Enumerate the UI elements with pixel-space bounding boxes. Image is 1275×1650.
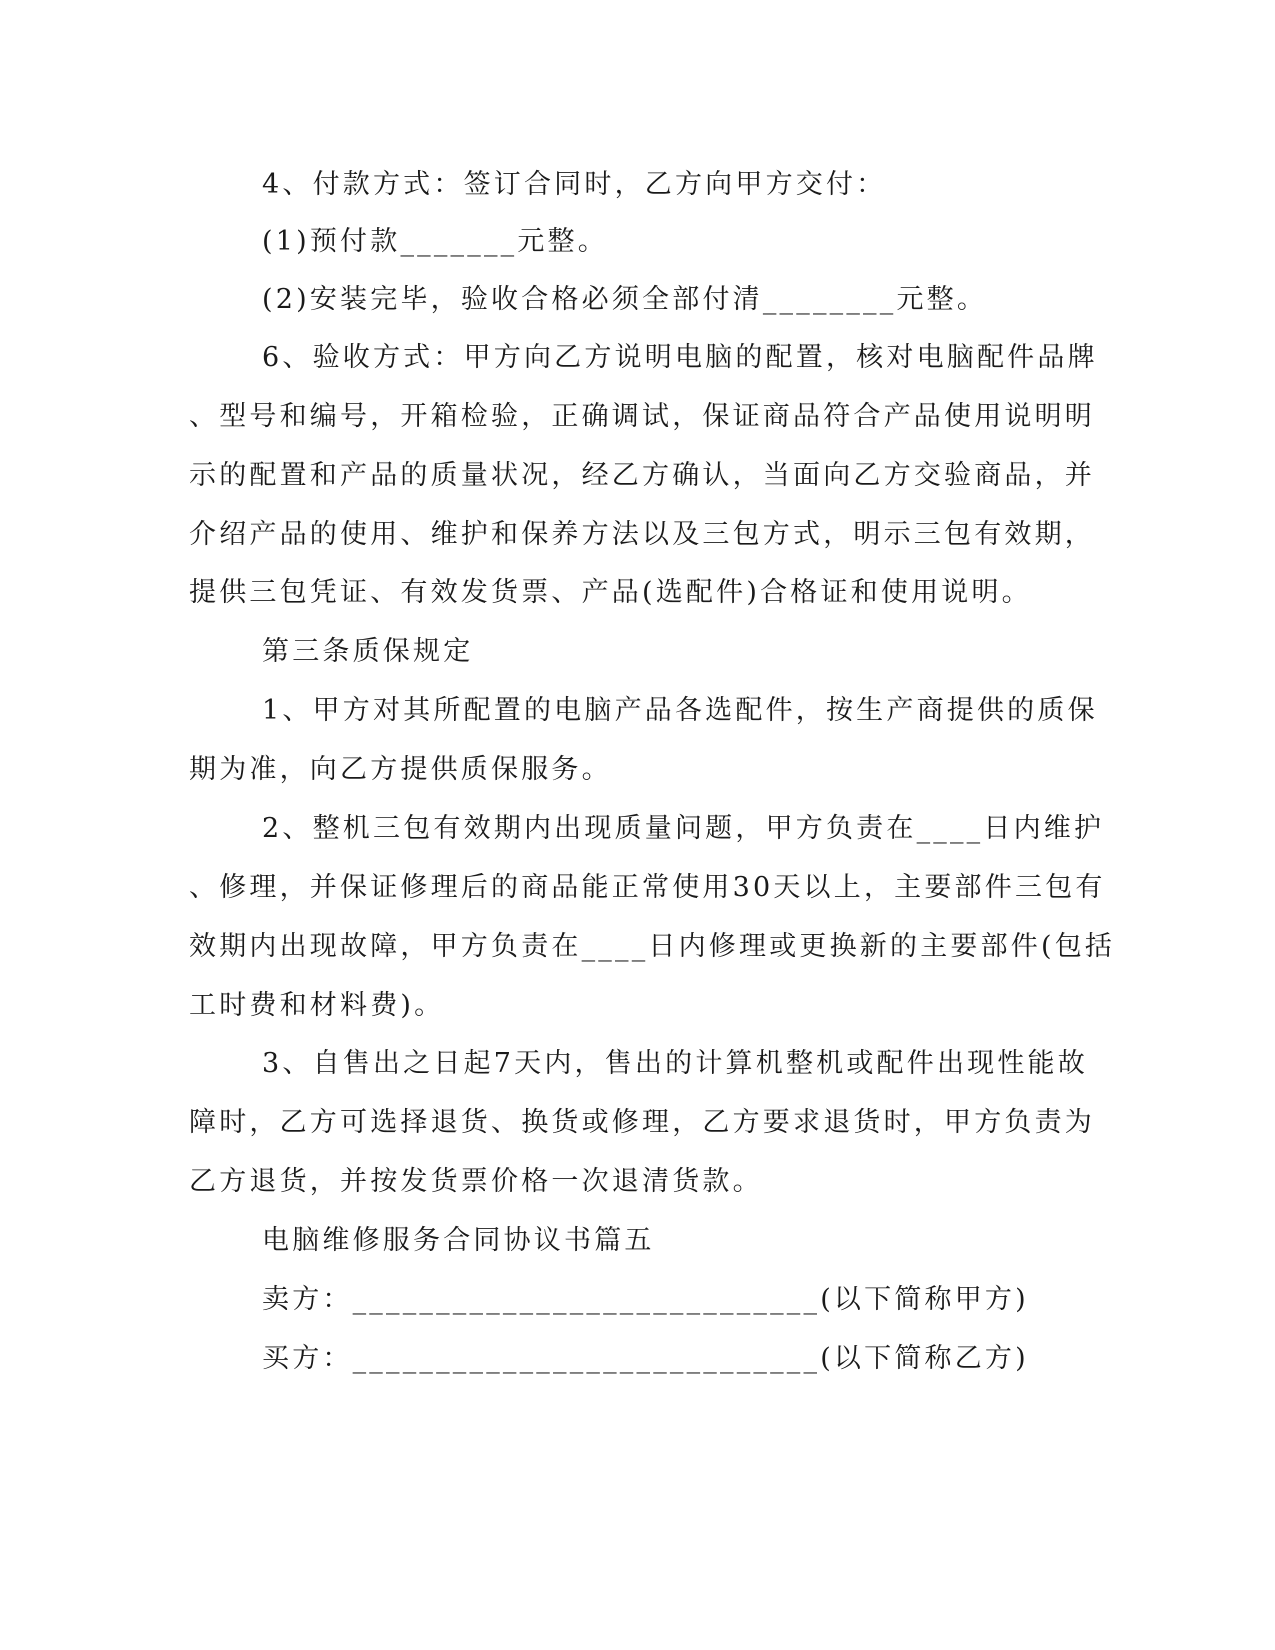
seller-line: 卖方：____________________________(以下简称甲方) (262, 1284, 1029, 1315)
article-three-heading: 第三条质保规定 (262, 636, 474, 667)
buyer-line: 买方：____________________________(以下简称乙方) (262, 1343, 1029, 1374)
warranty-clause-3: 3、自售出之日起7天内，售出的计算机整机或配件出现性能故 (262, 1048, 1088, 1079)
acceptance-method-line: 6、验收方式：甲方向乙方说明电脑的配置，核对电脑配件品牌 (262, 342, 1098, 373)
acceptance-continued-line: 介绍产品的使用、维护和保养方法以及三包方式，明示三包有效期， (189, 519, 1095, 550)
warranty-clause-2: 2、整机三包有效期内出现质量问题，甲方负责在____日内维护 (262, 813, 1105, 844)
warranty-clause-2-continued: 效期内出现故障，甲方负责在____日内修理或更换新的主要部件(包括 (189, 931, 1116, 962)
warranty-clause-3-continued: 乙方退货，并按发货票价格一次退清货款。 (189, 1166, 763, 1197)
acceptance-continued-line: 提供三包凭证、有效发货票、产品(选配件)合格证和使用说明。 (189, 577, 1032, 608)
warranty-clause-3-continued: 障时，乙方可选择退货、换货或修理，乙方要求退货时，甲方负责为 (189, 1107, 1095, 1138)
payment-method-heading: 4、付款方式：签订合同时，乙方向甲方交付： (262, 169, 887, 200)
section-title: 电脑维修服务合同协议书篇五 (262, 1225, 655, 1256)
prepayment-line: (1)预付款_______元整。 (262, 226, 608, 257)
acceptance-continued-line: 示的配置和产品的质量状况，经乙方确认，当面向乙方交验商品，并 (189, 460, 1095, 491)
warranty-clause-1-continued: 期为准，向乙方提供质保服务。 (189, 754, 612, 785)
warranty-clause-1: 1、甲方对其所配置的电脑产品各选配件，按生产商提供的质保 (262, 695, 1098, 726)
final-payment-line: (2)安装完毕，验收合格必须全部付清________元整。 (262, 284, 988, 315)
warranty-clause-2-continued: 、修理，并保证修理后的商品能正常使用30天以上，主要部件三包有 (189, 872, 1106, 903)
acceptance-continued-line: 、型号和编号，开箱检验，正确调试，保证商品符合产品使用说明明 (189, 401, 1095, 432)
warranty-clause-2-continued: 工时费和材料费)。 (189, 990, 445, 1021)
